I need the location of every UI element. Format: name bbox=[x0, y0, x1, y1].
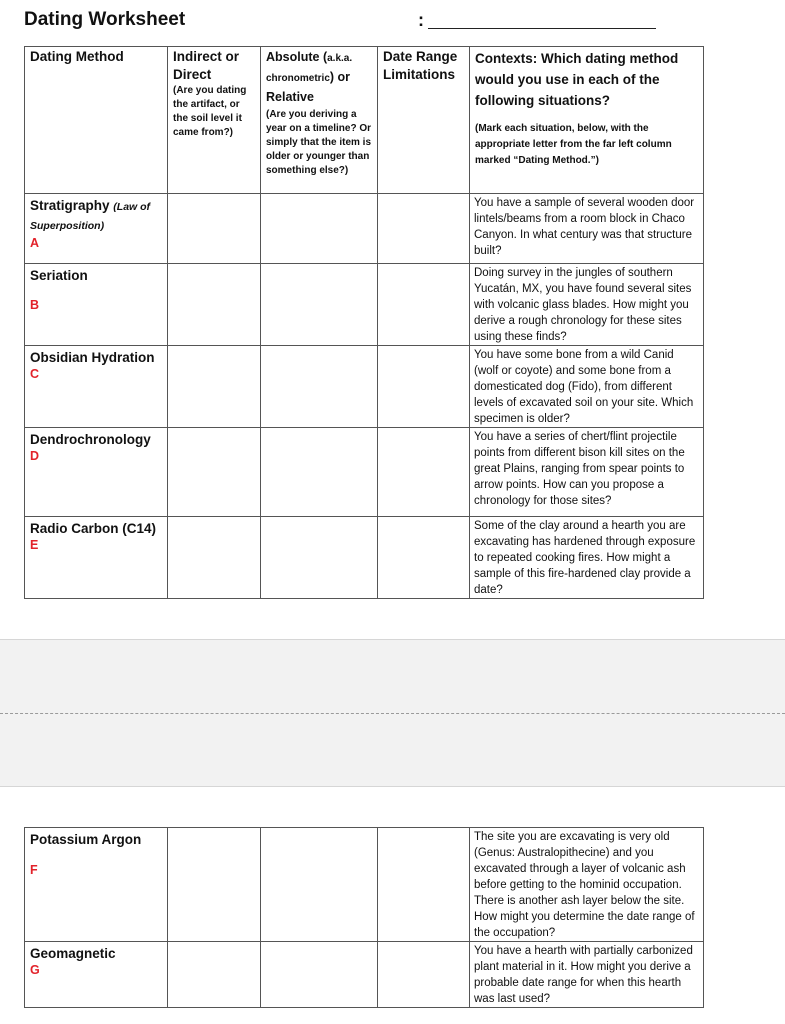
context-cell: You have a sample of several wooden door lintels/beams from a room block in Chaco Canyon. In what century was that structure built? bbox=[470, 194, 704, 264]
worksheet-title: Dating Worksheet bbox=[24, 9, 186, 30]
context-cell: Doing survey in the jungles of southern Yucatán, MX, you have found several sites with volcanic glass blades. How might you derive a rough chronology for these sites using these finds? bbox=[470, 264, 704, 346]
absolute-relative-cell[interactable] bbox=[261, 942, 378, 1008]
page-break-line bbox=[0, 713, 785, 714]
table-row bbox=[25, 346, 704, 428]
absolute-relative-cell[interactable] bbox=[261, 428, 378, 517]
indirect-direct-cell[interactable] bbox=[168, 942, 261, 1008]
table-row bbox=[25, 517, 704, 599]
name-colon: : bbox=[418, 10, 424, 30]
method-cell: Geomagnetic G bbox=[25, 942, 168, 1008]
date-range-cell[interactable] bbox=[378, 828, 470, 942]
context-cell: The site you are excavating is very old (Genus: Australopithecine) and you excavated through a layer of volcanic ash before getting to the hominid occupation. There is another ash layer below the site. How might you determine the date range of the occupation? bbox=[470, 828, 704, 942]
absolute-relative-cell[interactable] bbox=[261, 517, 378, 599]
absolute-relative-cell[interactable] bbox=[261, 346, 378, 428]
header-absolute-relative: Absolute (a.k.a. chronometric) or Relative (Are you deriving a year on a timeline? Or simply that the item is older or younger than something else?) bbox=[261, 47, 378, 194]
method-cell: Potassium Argon F bbox=[25, 828, 168, 942]
header-row bbox=[25, 47, 704, 194]
context-cell: You have some bone from a wild Canid (wolf or coyote) and some bone from a domesticated dog (Fido), from different levels of excavated soil on your site. Which specimen is older? bbox=[470, 346, 704, 428]
header-dating-method: Dating Method bbox=[25, 47, 168, 194]
method-letter: E bbox=[30, 538, 39, 552]
table-row bbox=[25, 828, 704, 942]
method-letter: C bbox=[30, 367, 40, 381]
table-row bbox=[25, 428, 704, 517]
header-contexts: Contexts: Which dating method would you use in each of the following situations? (Mark each situation, below, with the appropriate letter from the far left column marked “Dating Method.”) bbox=[470, 47, 704, 194]
name-blank-line[interactable] bbox=[428, 28, 656, 29]
method-letter: G bbox=[30, 963, 40, 977]
method-letter: D bbox=[30, 449, 40, 463]
table-row bbox=[25, 194, 704, 264]
context-cell: You have a series of chert/flint projectile points from different bison kill sites on the great Plains, ranging from spear points to arrow points. How can you propose a chronology for those sites? bbox=[470, 428, 704, 517]
header-indirect-direct: Indirect or Direct (Are you dating the artifact, or the soil level it came from?) bbox=[168, 47, 261, 194]
method-cell: Seriation B bbox=[25, 264, 168, 346]
header-date-range: Date Range Limitations bbox=[378, 47, 470, 194]
indirect-direct-cell[interactable] bbox=[168, 828, 261, 942]
method-cell: Obsidian Hydration C bbox=[25, 346, 168, 428]
date-range-cell[interactable] bbox=[378, 428, 470, 517]
method-cell: Stratigraphy (Law of Superposition) A bbox=[25, 194, 168, 264]
dating-table-page-1 bbox=[24, 46, 704, 599]
indirect-direct-cell[interactable] bbox=[168, 428, 261, 517]
context-cell: You have a hearth with partially carbonized plant material in it. How might you derive a probable date range for when this hearth was last used? bbox=[470, 942, 704, 1008]
indirect-direct-cell[interactable] bbox=[168, 194, 261, 264]
indirect-direct-cell[interactable] bbox=[168, 346, 261, 428]
date-range-cell[interactable] bbox=[378, 264, 470, 346]
indirect-direct-cell[interactable] bbox=[168, 264, 261, 346]
context-cell: Some of the clay around a hearth you are excavating has hardened through exposure to repeated cooking fires. How might a sample of this fire-hardened clay provide a date? bbox=[470, 517, 704, 599]
method-letter: B bbox=[30, 298, 40, 312]
date-range-cell[interactable] bbox=[378, 194, 470, 264]
indirect-direct-cell[interactable] bbox=[168, 517, 261, 599]
dating-table-page-2 bbox=[24, 827, 704, 1008]
table-row bbox=[25, 264, 704, 346]
table-row bbox=[25, 942, 704, 1008]
absolute-relative-cell[interactable] bbox=[261, 194, 378, 264]
date-range-cell[interactable] bbox=[378, 346, 470, 428]
absolute-relative-cell[interactable] bbox=[261, 264, 378, 346]
absolute-relative-cell[interactable] bbox=[261, 828, 378, 942]
date-range-cell[interactable] bbox=[378, 942, 470, 1008]
method-letter: F bbox=[30, 863, 38, 877]
method-cell: Dendrochronology D bbox=[25, 428, 168, 517]
method-cell: Radio Carbon (C14) E bbox=[25, 517, 168, 599]
date-range-cell[interactable] bbox=[378, 517, 470, 599]
method-letter: A bbox=[30, 236, 40, 250]
